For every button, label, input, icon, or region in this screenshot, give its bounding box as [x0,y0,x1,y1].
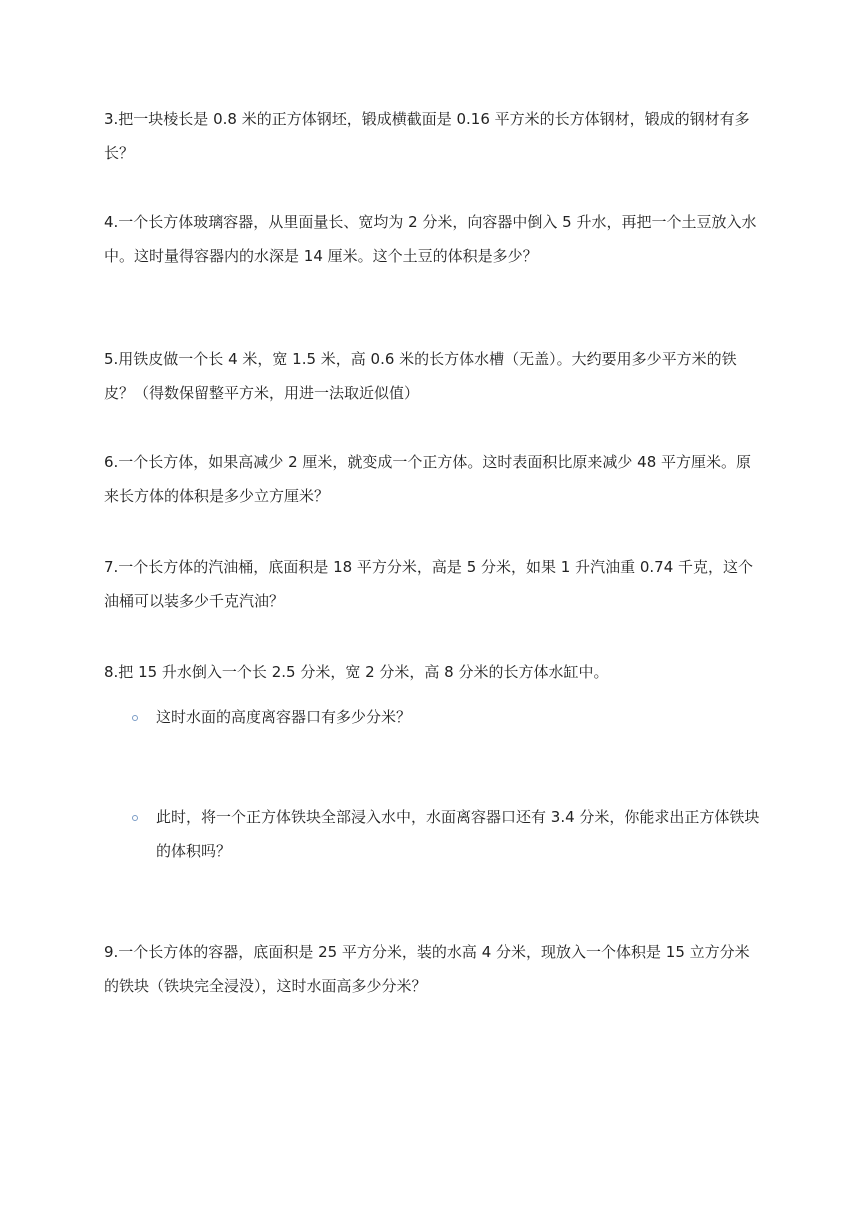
problem-8-subitem-1 [132,700,762,734]
subitem-text: 此时，将一个正方体铁块全部浸入水中，水面离容器口还有 3.4 分米，你能求出正方体铁块的体积吗？ [156,808,760,860]
problem-9: 9.一个长方体的容器，底面积是 25 平方分米，装的水高 4 分米，现放入一个体积是 15 立方分米的铁块（铁块完全浸没），这时水面高多少分米？ [104,943,750,995]
problem-8-subitem-2 [132,800,762,868]
problem-5: 5.用铁皮做一个长 4 米，宽 1.5 米，高 0.6 米的长方体水槽（无盖）。大约要用多少平方米的铁皮？（得数保留整平方米，用进一法取近似值） [104,350,737,402]
bullet-icon [132,715,138,721]
bullet-icon [132,815,138,821]
problem-4: 4.一个长方体玻璃容器，从里面量长、宽均为 2 分米，向容器中倒入 5 升水，再把一个土豆放入水中。这时量得容器内的水深是 14 厘米。这个土豆的体积是多少？ [104,213,757,265]
subitem-text: 这时水面的高度离容器口有多少分米？ [156,708,412,726]
problem-8: 8.把 15 升水倒入一个长 2.5 分米，宽 2 分米，高 8 分米的长方体水缸中。 [104,663,609,681]
problem-6: 6.一个长方体，如果高减少 2 厘米，就变成一个正方体。这时表面积比原来减少 48 平方厘米。原来长方体的体积是多少立方厘米？ [104,453,752,505]
problem-3: 3.把一块棱长是 0.8 米的正方体钢坯，锻成横截面是 0.16 平方米的长方体钢材，锻成的钢材有多长？ [104,110,750,162]
problem-7: 7.一个长方体的汽油桶，底面积是 18 平方分米，高是 5 分米，如果 1 升汽油重 0.74 千克，这个油桶可以装多少千克汽油？ [104,558,754,610]
